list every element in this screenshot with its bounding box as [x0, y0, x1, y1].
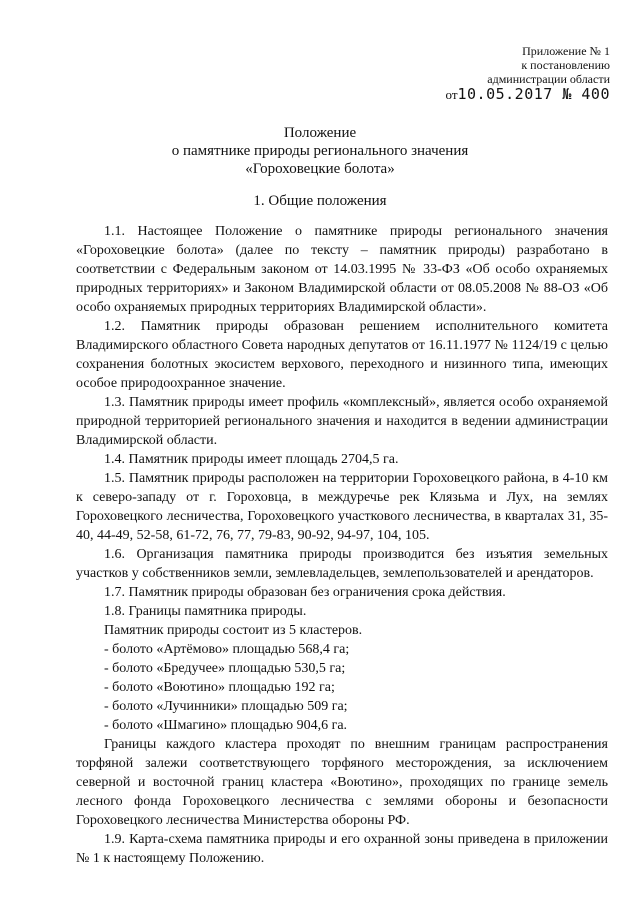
document-body — [76, 222, 608, 868]
section-heading: 1. Общие положения — [253, 193, 387, 209]
boundaries-paragraph: Границы каждого кластера проходят по внешним границам распространения торфяной залежи соответствующего торфяного месторождения, за исключением северной и восточной границ кластера «Воютино», проходящих по границе земель лесного фонда Гороховецкого лесничества с землями обороны и безопасности Гороховецкого лесничества Министерства обороны РФ. — [76, 737, 608, 828]
paragraph-1-8: 1.8. Границы памятника природы. — [104, 604, 307, 619]
paragraph-1-3: 1.3. Памятник природы имеет профиль «комплексный», является особо охраняемой природной территорией регионального значения и находится в ведении администрации Владимирской области. — [76, 395, 608, 448]
paragraph-1-2: 1.2. Памятник природы образован решением исполнительного комитета Владимирского областного Совета народных депутатов от 16.11.1977 № 1124/19 с целью сохранения болотных экосистем верхового, переходного и низинного типа, имеющих особое природоохранное значение. — [76, 319, 608, 391]
appendix-date-line — [445, 87, 610, 102]
document-title — [0, 124, 640, 178]
title-line-1: Положение — [283, 125, 357, 141]
title-line-2: о памятнике природы регионального значения — [171, 143, 469, 159]
paragraph-1-6: 1.6. Организация памятника природы производится без изъятия земельных участков у собственников земли, землевладельцев, землепользователей и арендаторов. — [76, 547, 608, 581]
list-item: - болото «Бредучее» площадью 530,5 га; — [104, 661, 346, 676]
list-item: - болото «Лучинники» площадью 509 га; — [104, 699, 348, 714]
paragraph-1-9: 1.9. Карта-схема памятника природы и его охранной зоны приведена в приложении № 1 к настоящему Положению. — [76, 832, 608, 866]
appendix-header — [445, 44, 610, 102]
appendix-reference: к постановлению — [521, 58, 610, 72]
paragraph-1-7: 1.7. Памятник природы образован без ограничения срока действия. — [104, 585, 506, 600]
list-item: - болото «Шмагино» площадью 904,6 га. — [104, 718, 348, 733]
list-item: - болото «Воютино» площадью 192 га; — [104, 680, 335, 695]
appendix-authority: администрации области — [487, 72, 610, 86]
clusters-list — [76, 640, 608, 735]
appendix-date-prefix: от — [445, 87, 458, 102]
appendix-title: Приложение № 1 — [522, 44, 610, 58]
list-item: - болото «Артёмово» площадью 568,4 га; — [104, 642, 350, 657]
appendix-date-stamp: 10.05.2017 № 400 — [457, 85, 610, 103]
clusters-intro: Памятник природы состоит из 5 кластеров. — [104, 623, 363, 638]
paragraph-1-5: 1.5. Памятник природы расположен на территории Гороховецкого района, в 4-10 км к северо-западу от г. Гороховца, в междуречье рек Клязьма и Лух, на землях Гороховецкого лесничества, Гороховецкого участкового лесничества, в кварталах 31, 35-40, 44-49, 52-58, 61-72, 76, 77, 79-83, 90-92, 94-97, 104, 105. — [76, 471, 608, 543]
title-line-3: «Гороховецкие болота» — [245, 161, 395, 177]
paragraph-1-1: 1.1. Настоящее Положение о памятнике природы регионального значения «Гороховецкие болота» (далее по тексту – памятник природы) разработано в соответствии с Федеральным законом от 14.03.1995 № 33-ФЗ «Об особо охраняемых природных территориях» и Законом Владимирской области от 08.05.2008 № 88-ОЗ «Об особо охраняемых природных территориях Владимирской области». — [76, 224, 608, 315]
paragraph-1-4: 1.4. Памятник природы имеет площадь 2704,5 га. — [104, 452, 399, 467]
